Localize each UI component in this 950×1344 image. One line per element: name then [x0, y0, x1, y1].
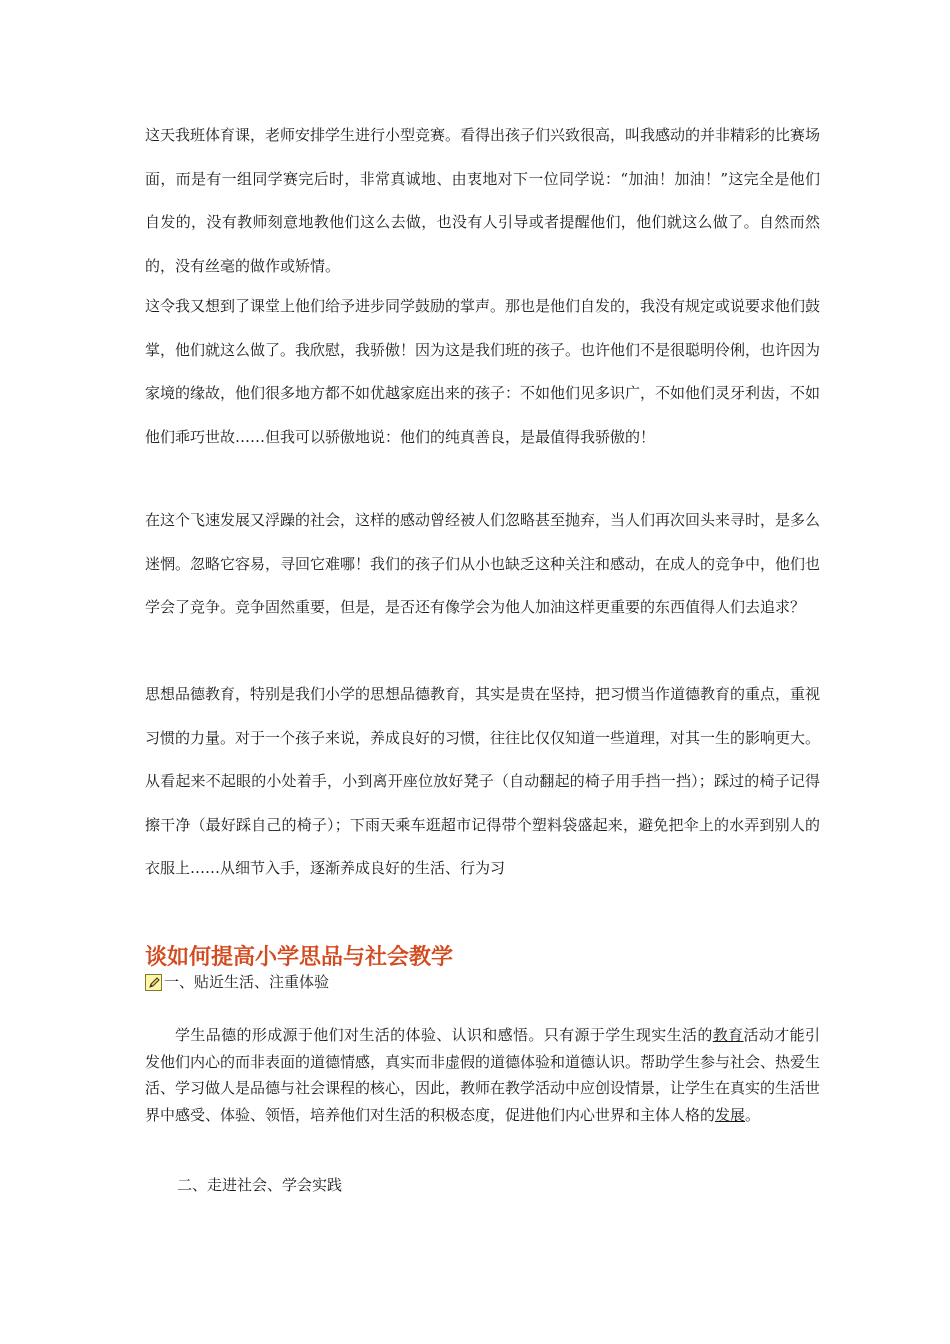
section-1-text-c: 。: [745, 1105, 761, 1124]
development-link[interactable]: 发展: [715, 1105, 746, 1124]
pencil-icon: [145, 974, 162, 991]
section-1-text-a: 学生品德的形成源于他们对生活的体验、认识和感悟。只有源于学生现实生活的: [175, 1026, 713, 1044]
section-1-body: [145, 1022, 820, 1128]
paragraph-society: 在这个飞速发展又浮躁的社会，这样的感动曾经被人们忽略甚至抛弃，当人们再次回头来寻时，是多么迷惘。忽略它容易，寻回它难哪！我们的孩子们从小也缺乏这种关注和感动，在成人的竞争中，他们也学会了竞争。竞争固然重要，但是，是否还有像学会为他人加油这样更重要的东西值得人们去追求？: [145, 511, 821, 616]
section-1-text-b: 活动才能引发他们内心的而非表面的道德情感，真实而非虚假的道德体验和道德认识。帮助学生参与社会、热爱生活、学习做人是品德与社会课程的核心，因此，教师在教学活动中应创设情景，让学生在真实的生活世界中感受、体验、领悟，培养他们对生活的积极态度，促进他们内心世界和主体人格的: [145, 1026, 821, 1124]
section-heading-1: [145, 969, 329, 995]
education-link[interactable]: 教育: [712, 1026, 744, 1044]
paragraph-applause: 这令我又想到了课堂上他们给予进步同学鼓励的掌声。那也是他们自发的，我没有规定或说要求他们鼓掌，他们就这么做了。我欣慰，我骄傲！因为这是我们班的孩子。也许他们不是很聪明伶俐，也许因为家境的缘故，他们很多地方都不如优越家庭出来的孩子：不如他们见多识广，不如他们灵牙利齿，不如他们乖巧世故……但我可以骄傲地说：他们的纯真善良，是最值得我骄傲的！: [145, 297, 821, 446]
article-title: 谈如何提高小学思品与社会教学: [145, 945, 454, 970]
section-heading-2: 二、走进社会、学会实践: [177, 1176, 343, 1194]
section-heading-1-text: 一、贴近生活、注重体验: [164, 973, 330, 991]
paragraph-moral-education: 思想品德教育，特别是我们小学的思想品德教育，其实是贵在坚持，把习惯当作道德教育的重点，重视习惯的力量。对于一个孩子来说，养成良好的习惯，往往比仅仅知道一些道理，对其一生的影响更大。从看起来不起眼的小处着手，小到离开座位放好凳子（自动翻起的椅子用手挡一挡）；踩过的椅子记得擦干净（最好踩自己的椅子）；下雨天乘车逛超市记得带个塑料袋盛起来，避免把伞上的水弄到别人的衣服上……从细节入手，逐渐养成良好的生活、行为习: [145, 685, 821, 877]
paragraph-sports-class: 这天我班体育课，老师安排学生进行小型竞赛。看得出孩子们兴致很高，叫我感动的并非精彩的比赛场面，而是有一组同学赛完后时，非常真诚地、由衷地对下一位同学说：“加油！加油！”这完全是他们自发的，没有教师刻意地教他们这么去做，也没有人引导或者提醒他们，他们就这么做了。自然而然的，没有丝毫的做作或矫情。: [145, 126, 821, 275]
